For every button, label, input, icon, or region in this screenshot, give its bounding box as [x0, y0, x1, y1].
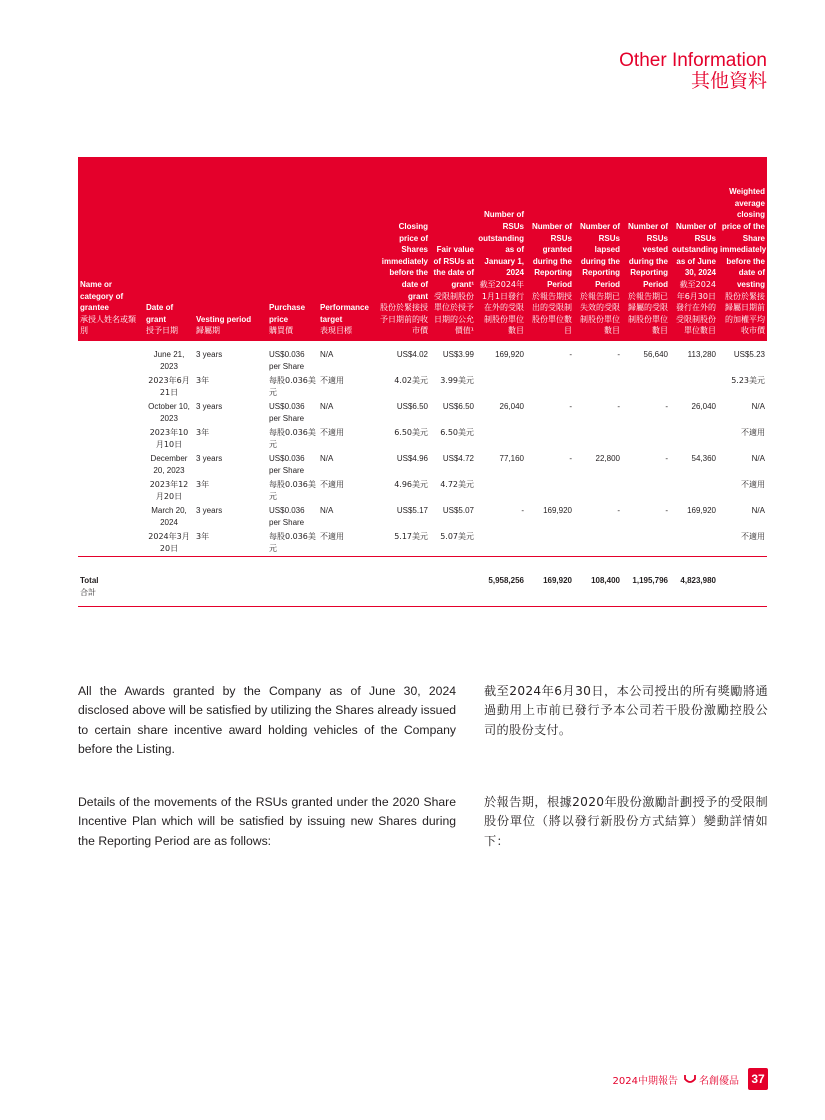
cell-weighted-price: US$5.23 [733, 350, 765, 359]
table-row-4-zh [78, 530, 767, 557]
cell-grantee [78, 426, 144, 452]
cell-closing-price: US$4.96 [396, 454, 428, 463]
cell-vesting-period: 3 years [196, 506, 223, 515]
cell-vested [622, 426, 670, 452]
cell-vesting-period: 3年 [196, 376, 210, 385]
cell-vested: - [665, 454, 668, 463]
cell-outstanding-jun: 54,360 [691, 454, 716, 463]
rsu-movement-table [78, 157, 767, 607]
header-title-en: Other Information [619, 50, 767, 71]
table-header-row [78, 157, 767, 341]
cell-weighted-price: 不適用 [741, 428, 765, 437]
total-outstanding-jan: 5,958,256 [488, 576, 524, 585]
cell-outstanding-jun: 113,280 [687, 350, 716, 359]
footer-report-name: 2024中期報告 [612, 1075, 678, 1087]
table-row-3-en [78, 452, 767, 478]
total-lapsed: 108,400 [591, 576, 620, 585]
cell-grantee [78, 504, 144, 530]
cell-outstanding-jan: 77,160 [499, 454, 524, 463]
col-header-weighted-price: Weighted average closing price of the Share immediately before the date of vesting 股份於緊接歸屬日期前的加權平均收市價 [718, 157, 767, 341]
cell-outstanding-jan: 26,040 [499, 402, 524, 411]
cell-vested [622, 530, 670, 557]
cell-vesting-period: 3年 [196, 428, 210, 437]
table-row-3-zh [78, 478, 767, 504]
cell-closing-price: 6.50美元 [394, 428, 428, 437]
col-header-outstanding-jun: Number of RSUs outstanding as of June 30, 2024 截至2024年6月30日發行在外的受限制股份單位數目 [670, 157, 718, 341]
col-header-closing-price: Closing price of Shares immediately before the date of grant 股份於緊接授予日期前的收市價 [378, 157, 430, 341]
cell-performance-target: 不適用 [320, 428, 344, 437]
cell-grant-date: 2023年10月10日 [149, 428, 189, 449]
table-body [78, 341, 767, 607]
col-header-grantee: Name or category of grantee 承授人姓名或類別 [78, 157, 144, 341]
cell-outstanding-jun [670, 530, 718, 557]
cell-performance-target: N/A [320, 402, 334, 411]
cell-outstanding-jun [670, 478, 718, 504]
cell-outstanding-jun: 169,920 [687, 506, 716, 515]
cell-fair-value: US$3.99 [442, 350, 474, 359]
cell-granted: - [569, 350, 572, 359]
table-total-rule [78, 557, 767, 572]
paragraph-movements-en: Details of the movements of the RSUs granted under the 2020 Share Incentive Plan which will be satisfied by issuing new Shares during the Reporting Period are as follows: [78, 795, 456, 848]
cell-outstanding-jan [476, 478, 526, 504]
cell-purchase-price: 每股0.036美元 [269, 532, 316, 553]
cell-vesting-period: 3年 [196, 480, 210, 489]
cell-weighted-price: 5.23美元 [731, 376, 765, 385]
cell-vested: - [665, 506, 668, 515]
cell-vested [622, 478, 670, 504]
total-outstanding-jun: 4,823,980 [680, 576, 716, 585]
cell-fair-value: 4.72美元 [440, 480, 474, 489]
cell-vesting-period: 3 years [196, 402, 223, 411]
cell-closing-price: 4.02美元 [394, 376, 428, 385]
col-header-outstanding-jan: Number of RSUs outstanding as of January 1, 2024 截至2024年1月1日發行在外的受限制股份單位數目 [476, 157, 526, 341]
col-header-purchase-price: Purchase price 購買價 [267, 157, 318, 341]
cell-closing-price: 4.96美元 [394, 480, 428, 489]
cell-grant-date: 2023年12月20日 [149, 480, 189, 501]
cell-closing-price: US$6.50 [396, 402, 428, 411]
miniso-smile-icon [684, 1074, 696, 1084]
cell-lapsed: - [617, 506, 620, 515]
cell-vesting-period: 3 years [196, 350, 223, 359]
cell-fair-value: 3.99美元 [440, 376, 474, 385]
cell-weighted-price: N/A [751, 506, 765, 515]
cell-grant-date: October 10, 2023 [148, 402, 190, 423]
cell-purchase-price: US$0.036 per Share [269, 454, 305, 475]
table-row-4-en [78, 504, 767, 530]
cell-purchase-price: US$0.036 per Share [269, 402, 305, 423]
cell-performance-target: N/A [320, 506, 334, 515]
cell-weighted-price: 不適用 [741, 532, 765, 541]
cell-outstanding-jan [476, 374, 526, 400]
cell-performance-target: 不適用 [320, 480, 344, 489]
cell-lapsed [574, 426, 622, 452]
rsu-table-wrapper [78, 157, 767, 607]
cell-lapsed: - [617, 402, 620, 411]
cell-weighted-price: 不適用 [741, 480, 765, 489]
total-label: Total 合計 [80, 576, 99, 597]
cell-lapsed [574, 530, 622, 557]
cell-granted: 169,920 [543, 506, 572, 515]
cell-lapsed: - [617, 350, 620, 359]
header-title-zh: 其他資料 [690, 70, 767, 92]
col-header-grant-date: Date of grant 授予日期 [144, 157, 194, 341]
cell-lapsed: 22,800 [595, 454, 620, 463]
cell-granted [526, 478, 574, 504]
col-header-performance-target: Performance target 表現目標 [318, 157, 378, 341]
col-header-lapsed: Number of RSUs lapsed during the Reporting Period 於報告期已失效的受限制股份單位數目 [574, 157, 622, 341]
table-row-1-zh [78, 374, 767, 400]
page-number: 37 [748, 1068, 768, 1090]
cell-grantee [78, 530, 144, 557]
cell-closing-price: 5.17美元 [394, 532, 428, 541]
cell-fair-value: US$4.72 [442, 454, 474, 463]
cell-grantee [78, 400, 144, 426]
page-footer [613, 1068, 768, 1090]
paragraph-awards-zh: 截至2024年6月30日，本公司授出的所有獎勵將通過動用上市前已發行予本公司若干股份激勵控股公司的股份支付。 [484, 684, 768, 737]
cell-granted: - [569, 454, 572, 463]
page-header [619, 50, 767, 92]
cell-fair-value: US$5.07 [442, 506, 474, 515]
paragraph-movements-zh: 於報告期，根據2020年股份激勵計劃授予的受限制股份單位（將以發行新股份方式結算）變動詳情如下： [484, 795, 768, 848]
cell-purchase-price: 每股0.036美元 [269, 480, 316, 501]
cell-vested: 56,640 [643, 350, 668, 359]
cell-grantee [78, 374, 144, 400]
cell-grant-date: June 21, 2023 [153, 350, 185, 371]
cell-purchase-price: US$0.036 per Share [269, 506, 305, 527]
cell-vesting-period: 3年 [196, 532, 210, 541]
table-row-2-en [78, 400, 767, 426]
footer-brand-name: 名創優品 [699, 1075, 739, 1087]
cell-outstanding-jun: 26,040 [691, 402, 716, 411]
col-header-fair-value: Fair value of RSUs at the date of grant¹ 受限制股份單位於授予日期的公允價值¹ [430, 157, 476, 341]
cell-purchase-price: US$0.036 per Share [269, 350, 305, 371]
cell-grant-date: 2023年6月21日 [148, 376, 190, 397]
cell-purchase-price: 每股0.036美元 [269, 376, 316, 397]
total-vested: 1,195,796 [632, 576, 668, 585]
cell-grantee [78, 341, 144, 374]
cell-weighted-price: N/A [751, 402, 765, 411]
cell-outstanding-jun [670, 426, 718, 452]
cell-purchase-price: 每股0.036美元 [269, 428, 316, 449]
cell-fair-value: 6.50美元 [440, 428, 474, 437]
cell-vested [622, 374, 670, 400]
cell-granted: - [569, 402, 572, 411]
cell-performance-target: N/A [320, 350, 334, 359]
col-header-granted: Number of RSUs granted during the Reporting Period 於報告期授出的受限制股份單位數目 [526, 157, 574, 341]
table-row-2-zh [78, 426, 767, 452]
cell-vesting-period: 3 years [196, 454, 223, 463]
brand-logo [684, 1072, 739, 1087]
cell-lapsed [574, 478, 622, 504]
cell-lapsed [574, 374, 622, 400]
cell-outstanding-jan [476, 530, 526, 557]
cell-granted [526, 426, 574, 452]
cell-weighted-price: N/A [751, 454, 765, 463]
table-bottom-rule [78, 600, 767, 607]
cell-fair-value: 5.07美元 [440, 532, 474, 541]
col-header-vested: Number of RSUs vested during the Reporting Period 於報告期已歸屬的受限制股份單位數目 [622, 157, 670, 341]
cell-granted [526, 374, 574, 400]
cell-closing-price: US$5.17 [396, 506, 428, 515]
table-row-1-en [78, 341, 767, 374]
cell-outstanding-jun [670, 374, 718, 400]
cell-grantee [78, 478, 144, 504]
cell-performance-target: 不適用 [320, 376, 344, 385]
cell-outstanding-jan: 169,920 [495, 350, 524, 359]
cell-outstanding-jan [476, 426, 526, 452]
cell-performance-target: 不適用 [320, 532, 344, 541]
table-total-row [78, 571, 767, 600]
cell-vested: - [665, 402, 668, 411]
cell-outstanding-jan: - [521, 506, 524, 515]
cell-closing-price: US$4.02 [396, 350, 428, 359]
cell-grantee [78, 452, 144, 478]
cell-grant-date: March 20, 2024 [151, 506, 187, 527]
col-header-vesting-period: Vesting period 歸屬期 [194, 157, 267, 341]
cell-grant-date: 2024年3月20日 [148, 532, 190, 553]
paragraph-awards-en: All the Awards granted by the Company as of June 30, 2024 disclosed above will be satisfied by utilizing the Shares already issued to certain share incentive award holding vehicles of the Company before the Listing. [78, 684, 456, 756]
cell-granted [526, 530, 574, 557]
cell-fair-value: US$6.50 [442, 402, 474, 411]
cell-performance-target: N/A [320, 454, 334, 463]
cell-grant-date: December 20, 2023 [150, 454, 188, 475]
total-granted: 169,920 [543, 576, 572, 585]
